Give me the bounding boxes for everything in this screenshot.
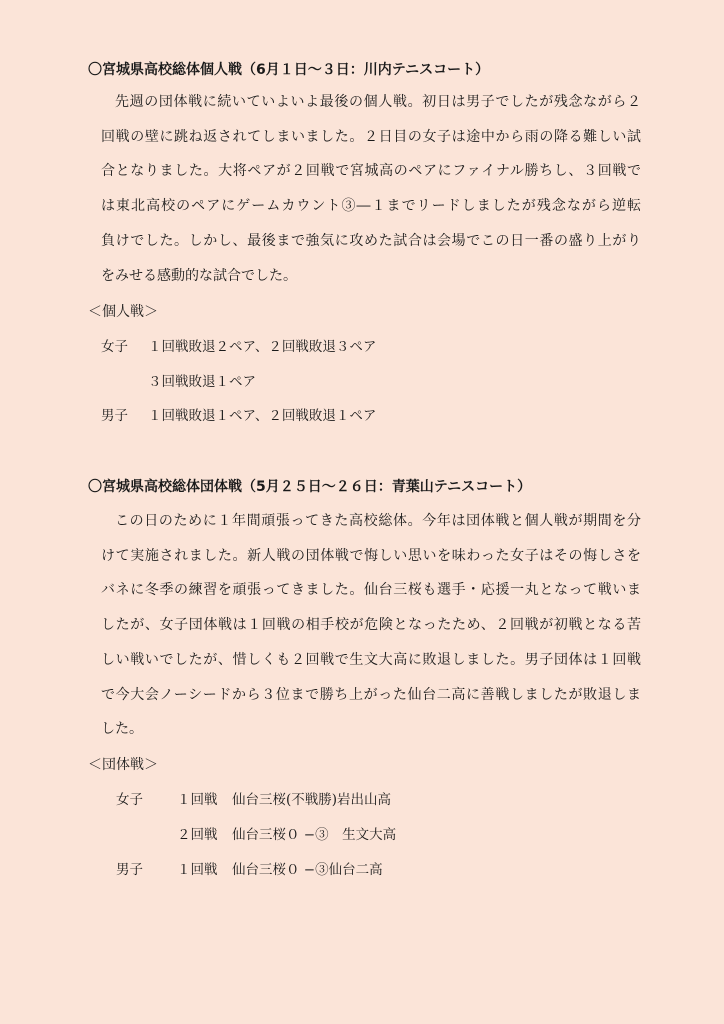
individual-results-label: ＜個人戦＞ xyxy=(88,304,158,320)
individual-paragraph xyxy=(101,85,641,293)
result-match: 仙台三桜０ −③仙台二高 xyxy=(232,862,383,878)
paragraph-line: で今大会ノーシードから３位まで勝ち上がった仙台二高に善戦しましたが敗退しま xyxy=(101,686,641,703)
result-round: ２回戦 xyxy=(177,827,218,843)
paragraph-line: この日のために１年間頑張ってきた高校総体。今年は団体戦と個人戦が期間を分 xyxy=(115,513,641,529)
paragraph-line: したが、女子団体戦は１回戦の相手校が危険となったため、２回戦が初戦となる苦 xyxy=(101,617,641,634)
result-group: 女子 xyxy=(116,792,143,808)
paragraph-line: 合となりました。大将ペアが２回戦で宮城高のペアにファイナル勝ちし、３回戦で xyxy=(101,163,641,180)
result-group: 女子 xyxy=(101,339,128,355)
individual-heading: 〇宮城県高校総体個人戦（6月１日〜３日：川内テニスコート） xyxy=(88,62,490,78)
paragraph-line: 回戦の壁に跳ね返されてしまいました。２日目の女子は途中から雨の降る難しい試 xyxy=(101,128,641,145)
paragraph-line: をみせる感動的な試合でした。 xyxy=(101,267,297,284)
result-group: 男子 xyxy=(116,862,143,878)
result-text: １回戦敗退１ペア、２回戦敗退１ペア xyxy=(148,408,377,424)
result-round: １回戦 xyxy=(177,862,218,878)
team-paragraph xyxy=(101,504,641,747)
paragraph-line: しい戦いでしたが、惜しくも２回戦で生文大高に敗退しました。男子団体は１回戦 xyxy=(101,651,641,668)
team-heading: 〇宮城県高校総体団体戦（5月２５日〜２６日：青葉山テニスコート） xyxy=(88,479,532,495)
paragraph-line: した。 xyxy=(101,721,143,738)
paragraph-line: けて実施されました。新人戦の団体戦で悔しい思いを味わった女子はその悔しさを xyxy=(101,547,641,564)
result-match: 仙台三桜(不戦勝)岩出山高 xyxy=(232,792,392,808)
result-match: 仙台三桜０ −③ 生文大高 xyxy=(232,827,397,843)
result-group: 男子 xyxy=(101,408,128,424)
paragraph-line: は東北高校のペアにゲームカウント③―１までリードしましたが残念ながら逆転 xyxy=(101,198,641,215)
paragraph-line: 負けでした。しかし、最後まで強気に攻めた試合は会場でこの日一番の盛り上がり xyxy=(101,232,641,249)
paragraph-line: バネに冬季の練習を頑張ってきました。仙台三桜も選手・応援一丸となって戦いま xyxy=(101,582,641,599)
paragraph-line: 先週の団体戦に続いていよいよ最後の個人戦。初日は男子でしたが残念ながら２ xyxy=(115,94,641,110)
result-text: ３回戦敗退１ペア xyxy=(148,374,256,390)
result-round: １回戦 xyxy=(177,792,218,808)
team-results-label: ＜団体戦＞ xyxy=(88,757,158,773)
result-text: １回戦敗退２ペア、２回戦敗退３ペア xyxy=(148,339,377,355)
